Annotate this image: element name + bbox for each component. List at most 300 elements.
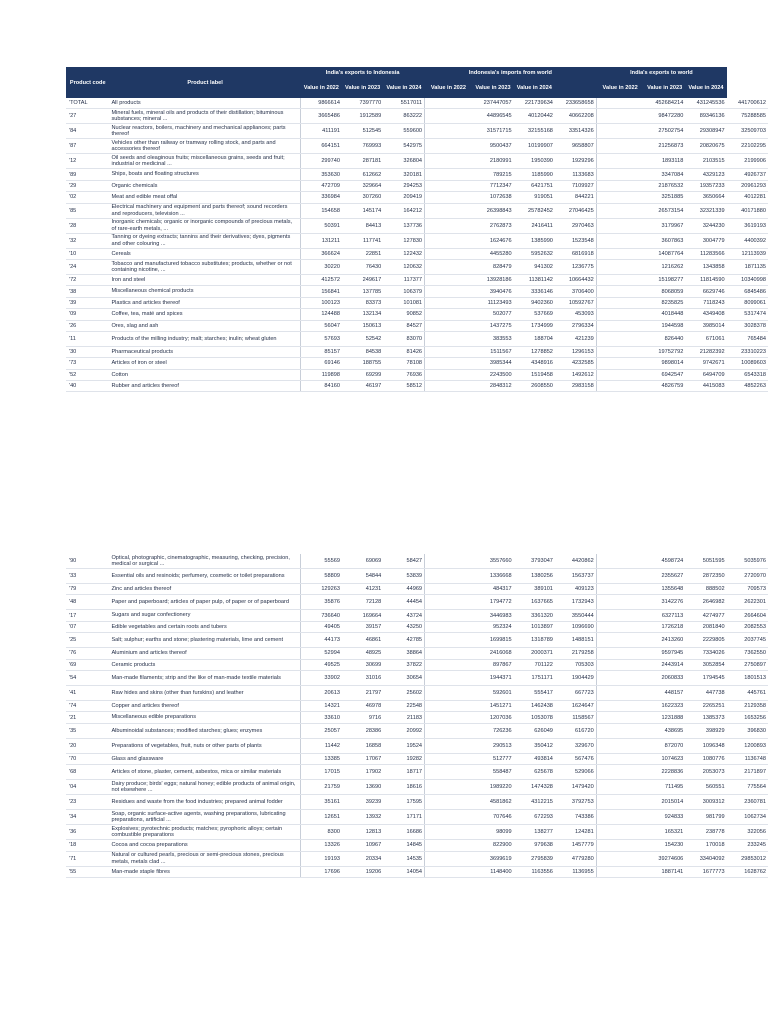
value-cell: 41231 [342,584,383,595]
product-label-cell: Copper and articles thereof [109,700,300,711]
value-cell: 32509703 [727,124,768,139]
value-cell: 5517011 [383,98,424,109]
value-cell: 13690 [342,780,383,795]
value-cell: 7712347 [472,180,513,191]
product-code-header: Product code [66,67,109,98]
value-cell: 1296153 [555,346,596,357]
value-cell: 137785 [342,286,383,297]
table-row [66,139,768,154]
gap-cell [596,659,644,670]
value-cell: 1207036 [472,712,513,723]
value-cell: 559600 [383,124,424,139]
gap-cell [596,286,644,297]
table-row [66,595,768,610]
value-cell: 32155168 [514,124,555,139]
value-cell: 299740 [301,154,342,169]
value-cell: 326804 [383,154,424,169]
value-cell: 50391 [301,218,342,233]
value-cell: 1893118 [644,154,685,169]
product-label-cell: Products of the milling industry; malt; starches; inulin; wheat gluten [109,331,300,346]
product-code-cell: '21 [66,712,109,723]
value-cell: 46197 [342,381,383,392]
product-label-cell: Glass and glassware [109,753,300,764]
value-cell: 2243500 [472,369,513,380]
value-cell: 3940476 [472,286,513,297]
value-cell: 625678 [514,765,555,780]
value-cell: 21797 [342,685,383,700]
value-cell: 13385 [301,753,342,764]
value-cell: 472709 [301,180,342,191]
gap-cell [425,584,473,595]
gap-cell [425,723,473,738]
product-label-cell: Tobacco and manufactured tobacco substitutes; products, whether or not containing nicotine, ... [109,259,300,274]
gap-cell [425,274,473,285]
gap-cell [425,780,473,795]
gap-cell [596,320,644,331]
value-cell: 1989220 [472,780,513,795]
gap-cell [425,286,473,297]
value-cell: 2053073 [685,765,726,780]
value-cell: 85157 [301,346,342,357]
gap-cell [596,700,644,711]
value-cell: 667723 [555,685,596,700]
table-row [66,180,768,191]
value-cell: 2416068 [472,648,513,659]
value-cell: 154658 [301,203,342,218]
value-cell: 2229805 [685,633,726,648]
gap-cell [425,358,473,369]
value-cell: 124281 [555,825,596,840]
gap-cell [425,248,473,259]
value-cell: 322056 [727,825,768,840]
value-cell: 2443914 [644,659,685,670]
value-cell: 2082553 [727,621,768,632]
value-cell: 238778 [685,825,726,840]
value-cell: 2622301 [727,595,768,610]
table-row [66,286,768,297]
value-cell: 294253 [383,180,424,191]
value-cell: 30654 [383,670,424,685]
value-cell: 941302 [514,259,555,274]
product-code-cell: '29 [66,180,109,191]
value-cell: 775564 [727,780,768,795]
value-cell: 320181 [383,169,424,180]
table-row [66,670,768,685]
value-cell: 6816918 [555,248,596,259]
product-code-cell: '84 [66,124,109,139]
product-code-cell: '39 [66,297,109,308]
value-cell: 10967 [342,840,383,851]
value-cell: 5051595 [685,554,726,569]
gap-cell [596,765,644,780]
year-header: Value in 2022 [425,79,473,98]
product-code-cell: '89 [66,169,109,180]
value-cell: 7362550 [727,648,768,659]
product-label-cell: Optical, photographic, cinematographic, measuring, checking, precision, medical or surgical ... [109,554,300,569]
year-header: Value in 2024 [514,79,555,98]
value-cell: 75288585 [727,109,768,124]
value-cell: 4018448 [644,309,685,320]
value-cell: 789215 [472,169,513,180]
table-row [66,124,768,139]
value-cell: 329670 [555,738,596,753]
value-cell: 2199906 [727,154,768,169]
value-cell: 10089603 [727,358,768,369]
gap-cell [425,297,473,308]
value-cell: 22102295 [727,139,768,154]
value-cell: 447738 [685,685,726,700]
product-code-cell: '11 [66,331,109,346]
value-cell: 2171897 [727,765,768,780]
gap-cell [596,840,644,851]
table-row [66,358,768,369]
value-cell: 33514326 [555,124,596,139]
value-cell: 888502 [685,584,726,595]
value-cell: 21759 [301,780,342,795]
value-cell: 398929 [685,723,726,738]
product-label-cell: Man-made staple fibres [109,866,300,877]
value-cell: 2265251 [685,700,726,711]
value-cell: 3699619 [472,851,513,866]
value-cell: 3665486 [301,109,342,124]
value-cell: 30220 [301,259,342,274]
value-cell: 307260 [342,192,383,203]
value-cell: 26573154 [644,203,685,218]
product-code-cell: '48 [66,595,109,610]
value-cell: 872070 [644,738,685,753]
value-cell: 537669 [514,309,555,320]
value-cell: 1624647 [555,700,596,711]
value-cell: 1622323 [644,700,685,711]
table-row [66,192,768,203]
value-cell: 5952632 [514,248,555,259]
value-cell: 20613 [301,685,342,700]
gap-cell [596,248,644,259]
value-cell: 4826759 [644,381,685,392]
value-cell: 3706400 [555,286,596,297]
value-cell: 4012281 [727,192,768,203]
value-cell: 844221 [555,192,596,203]
value-cell: 1950390 [514,154,555,169]
product-label-cell: Rubber and articles thereof [109,381,300,392]
value-cell: 3004779 [685,233,726,248]
value-cell: 100123 [301,297,342,308]
value-cell: 383553 [472,331,513,346]
product-code-cell: '73 [66,358,109,369]
value-cell: 6327113 [644,610,685,621]
value-cell: 484317 [472,584,513,595]
gap-cell [425,169,473,180]
product-label-cell: Preparations of vegetables, fruit, nuts or other parts of plants [109,738,300,753]
value-cell: 1624676 [472,233,513,248]
product-label-cell: Man-made filaments; strip and the like of man-made textile materials [109,670,300,685]
value-cell: 18717 [383,765,424,780]
value-cell: 1278852 [514,346,555,357]
product-label-cell: Albuminoidal substances; modified starches; glues; enzymes [109,723,300,738]
value-cell: 35876 [301,595,342,610]
gap-cell [596,192,644,203]
gap-cell [425,700,473,711]
gap-cell [596,139,644,154]
product-code-cell: '26 [66,320,109,331]
value-cell: 84527 [383,320,424,331]
value-cell: 209419 [383,192,424,203]
product-code-cell: '70 [66,753,109,764]
product-label-cell: Residues and waste from the food industries; prepared animal fodder [109,795,300,810]
value-cell: 83373 [342,297,383,308]
value-cell: 1912589 [342,109,383,124]
value-cell: 2228836 [644,765,685,780]
value-cell: 1343858 [685,259,726,274]
value-cell: 145174 [342,203,383,218]
group-header-india-to-indonesia: India's exports to Indonesia [301,67,425,79]
gap-cell [425,795,473,810]
value-cell: 1437275 [472,320,513,331]
value-cell: 20820675 [685,139,726,154]
product-label-cell: Essential oils and resinoids; perfumery, cosmetic or toilet preparations [109,569,300,584]
gap-cell [596,274,644,285]
value-cell: 8099061 [727,297,768,308]
group-header-india-to-world: India's exports to world [596,67,726,79]
table-row [66,259,768,274]
gap-cell [596,584,644,595]
group-header-indonesia-imports: Indonesia's imports from world [425,67,597,79]
value-cell: 169664 [342,610,383,621]
value-cell: 14535 [383,851,424,866]
product-code-cell: '24 [66,259,109,274]
value-cell: 1185990 [514,169,555,180]
value-cell: 14845 [383,840,424,851]
value-cell: 1751171 [514,670,555,685]
value-cell: 512545 [342,124,383,139]
product-code-cell: '90 [66,554,109,569]
product-code-cell: '76 [66,648,109,659]
value-cell: 389101 [514,584,555,595]
value-cell: 2796334 [555,320,596,331]
value-cell: 736640 [301,610,342,621]
gap-cell [425,610,473,621]
table-row [66,659,768,670]
value-cell: 43724 [383,610,424,621]
value-cell: 26398843 [472,203,513,218]
value-cell: 592601 [472,685,513,700]
table-row [66,297,768,308]
product-label-header: Product label [109,67,300,98]
value-cell: 1158567 [555,712,596,723]
product-code-cell: '36 [66,825,109,840]
value-cell: 17015 [301,765,342,780]
value-cell: 221739634 [514,98,555,109]
product-label-cell: Articles of stone, plaster, cement, asbestos, mica or similar materials [109,765,300,780]
product-label-cell: Miscellaneous edible preparations [109,712,300,723]
value-cell: 2103515 [685,154,726,169]
value-cell: 83070 [383,331,424,346]
value-cell: 2015014 [644,795,685,810]
gap-cell [425,659,473,670]
value-cell: 2416411 [514,218,555,233]
value-cell: 6942547 [644,369,685,380]
value-cell: 4312215 [514,795,555,810]
value-cell: 17171 [383,810,424,825]
value-cell: 1637665 [514,595,555,610]
product-code-cell: '87 [66,139,109,154]
value-cell: 1148400 [472,866,513,877]
value-cell: 46978 [342,700,383,711]
product-label-cell: Cotton [109,369,300,380]
gap-cell [596,753,644,764]
product-label-cell: Dairy produce; birds' eggs; natural honey; edible products of animal origin, not elsewhere ... [109,780,300,795]
table-row [66,765,768,780]
product-code-cell: '33 [66,569,109,584]
product-code-cell: '10 [66,248,109,259]
product-label-cell: Sugars and sugar confectionery [109,610,300,621]
value-cell: 11123493 [472,297,513,308]
gap-cell [425,154,473,169]
value-cell: 919051 [514,192,555,203]
value-cell: 9866614 [301,98,342,109]
gap-cell [425,554,473,569]
gap-cell [596,780,644,795]
value-cell: 38864 [383,648,424,659]
product-code-cell: '20 [66,738,109,753]
table-row [66,98,768,109]
value-cell: 726236 [472,723,513,738]
value-cell: 2081840 [685,621,726,632]
value-cell: 165321 [644,825,685,840]
value-cell: 431245536 [685,98,726,109]
value-cell: 3347084 [644,169,685,180]
value-cell: 2180991 [472,154,513,169]
value-cell: 1013897 [514,621,555,632]
gap-cell [596,154,644,169]
value-cell: 30699 [342,659,383,670]
gap-cell [596,621,644,632]
value-cell: 897867 [472,659,513,670]
product-label-cell: Cocoa and cocoa preparations [109,840,300,851]
value-cell: 981799 [685,810,726,825]
value-cell: 11283566 [685,248,726,259]
value-cell: 10199907 [514,139,555,154]
value-cell: 69146 [301,358,342,369]
gap-cell [596,180,644,191]
product-code-cell: '40 [66,381,109,392]
header-gap [555,79,596,98]
gap-cell [425,685,473,700]
value-cell: 33902 [301,670,342,685]
value-cell: 560551 [685,780,726,795]
value-cell: 4348916 [514,358,555,369]
value-cell: 3446983 [472,610,513,621]
value-cell: 132134 [342,309,383,320]
trade-table-bottom [66,554,768,878]
product-code-cell: '68 [66,765,109,780]
value-cell: 502077 [472,309,513,320]
value-cell: 22548 [383,700,424,711]
value-cell: 9658807 [555,139,596,154]
gap-cell [425,218,473,233]
value-cell: 4232585 [555,358,596,369]
value-cell: 1511567 [472,346,513,357]
value-cell: 3793047 [514,554,555,569]
product-code-cell: '72 [66,274,109,285]
value-cell: 707646 [472,810,513,825]
table-row [66,274,768,285]
gap-cell [596,738,644,753]
product-label-cell: Pharmaceutical products [109,346,300,357]
value-cell: 39239 [342,795,383,810]
value-cell: 8235825 [644,297,685,308]
table-row [66,685,768,700]
table-row [66,233,768,248]
product-label-cell: Zinc and articles thereof [109,584,300,595]
product-code-cell: '07 [66,621,109,632]
value-cell: 3052854 [685,659,726,670]
value-cell: 2646982 [685,595,726,610]
value-cell: 1053078 [514,712,555,723]
value-cell: 27502754 [644,124,685,139]
value-cell: 3550444 [555,610,596,621]
value-cell: 16858 [342,738,383,753]
value-cell: 18616 [383,780,424,795]
value-cell: 4420862 [555,554,596,569]
value-cell: 1904429 [555,670,596,685]
table-row [66,154,768,169]
value-cell: 170018 [685,840,726,851]
value-cell: 445761 [727,685,768,700]
value-cell: 7397770 [342,98,383,109]
value-cell: 4926737 [727,169,768,180]
value-cell: 1653256 [727,712,768,723]
gap-cell [596,169,644,180]
value-cell: 49405 [301,621,342,632]
value-cell: 711495 [644,780,685,795]
value-cell: 1677773 [685,866,726,877]
value-cell: 56047 [301,320,342,331]
product-label-cell: Miscellaneous chemical products [109,286,300,297]
value-cell: 12651 [301,810,342,825]
product-code-cell: '41 [66,685,109,700]
value-cell: 701122 [514,659,555,670]
value-cell: 6543318 [727,369,768,380]
value-cell: 396830 [727,723,768,738]
table-row [66,346,768,357]
value-cell: 21282392 [685,346,726,357]
value-cell: 52994 [301,648,342,659]
product-code-cell: 'TOTAL [66,98,109,109]
value-cell: 3251885 [644,192,685,203]
value-cell: 19193 [301,851,342,866]
value-cell: 542975 [383,139,424,154]
value-cell: 1732943 [555,595,596,610]
gap-cell [425,753,473,764]
value-cell: 1944598 [644,320,685,331]
product-label-cell: Ceramic products [109,659,300,670]
value-cell: 1385990 [514,233,555,248]
value-cell: 512777 [472,753,513,764]
value-cell: 76936 [383,369,424,380]
product-code-cell: '09 [66,309,109,320]
gap-cell [596,381,644,392]
value-cell: 164212 [383,203,424,218]
value-cell: 22851 [342,248,383,259]
product-label-cell: Aluminium and articles thereof [109,648,300,659]
value-cell: 4415083 [685,381,726,392]
gap-cell [425,810,473,825]
value-cell: 1563737 [555,569,596,584]
table-row [66,840,768,851]
value-cell: 3336146 [514,286,555,297]
value-cell: 137736 [383,218,424,233]
